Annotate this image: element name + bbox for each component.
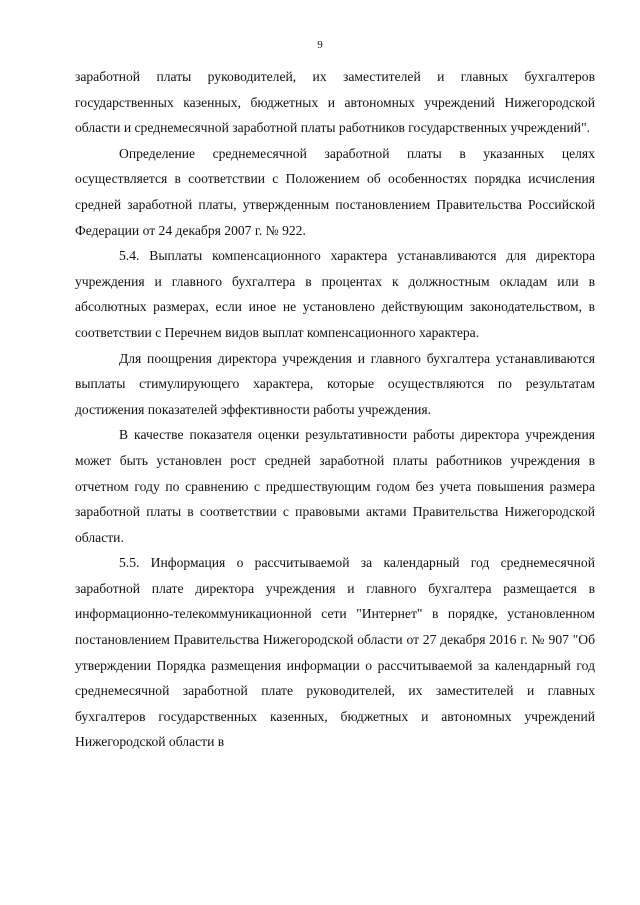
paragraph-incentive-payments: Для поощрения директора учреждения и главного бухгалтера устанавливаются выплаты стимулирующего характера, которые осуществляются по результатам достижения показателей эффективности работы учреждения. <box>75 350 595 417</box>
paragraph-5-5-salary-information: 5.5. Информация о рассчитываемой за календарный год среднемесячной заработной плате директора учреждения и главного бухгалтера размещается в информационно-телекоммуникационной сети "Интернет" в порядке, установленном постановлением Правительства Нижегородской области от 27 декабря 2016 г. № 907 "Об утверждении Порядка размещения информации о рассчитываемой за календарный год среднемесячной заработной плате руководителей, их заместителей и главных бухгалтеров государственных казенных, бюджетных и автономных учреждений Нижегородской области в <box>75 555 595 750</box>
paragraph-continuation: заработной платы руководителей, их заместителей и главных бухгалтеров государственных казенных, бюджетных и автономных учреждений Нижегородской области и среднемесячной заработной платы работников государственных учреждений". <box>75 69 595 136</box>
paragraph-performance-indicator: В качестве показателя оценки результативности работы директора учреждения может быть установлен рост средней заработной платы работников учреждения в отчетном году по сравнению с предшествующим годом без учета повышения размера заработной платы в соответствии с правовыми актами Правительства Нижегородской области. <box>75 427 595 545</box>
document-body <box>75 64 595 755</box>
page-number: 9 <box>317 39 323 51</box>
paragraph-5-4-compensation-payments: 5.4. Выплаты компенсационного характера устанавливаются для директора учреждения и главного бухгалтера в процентах к должностным окладам или в абсолютных размерах, если иное не установлено действующим законодательством, в соответствии с Перечнем видов выплат компенсационного характера. <box>75 248 595 340</box>
paragraph-average-salary-definition: Определение среднемесячной заработной платы в указанных целях осуществляется в соответствии с Положением об особенностях порядка исчисления средней заработной платы, утвержденным постановлением Правительства Российской Федерации от 24 декабря 2007 г. № 922. <box>75 145 595 238</box>
